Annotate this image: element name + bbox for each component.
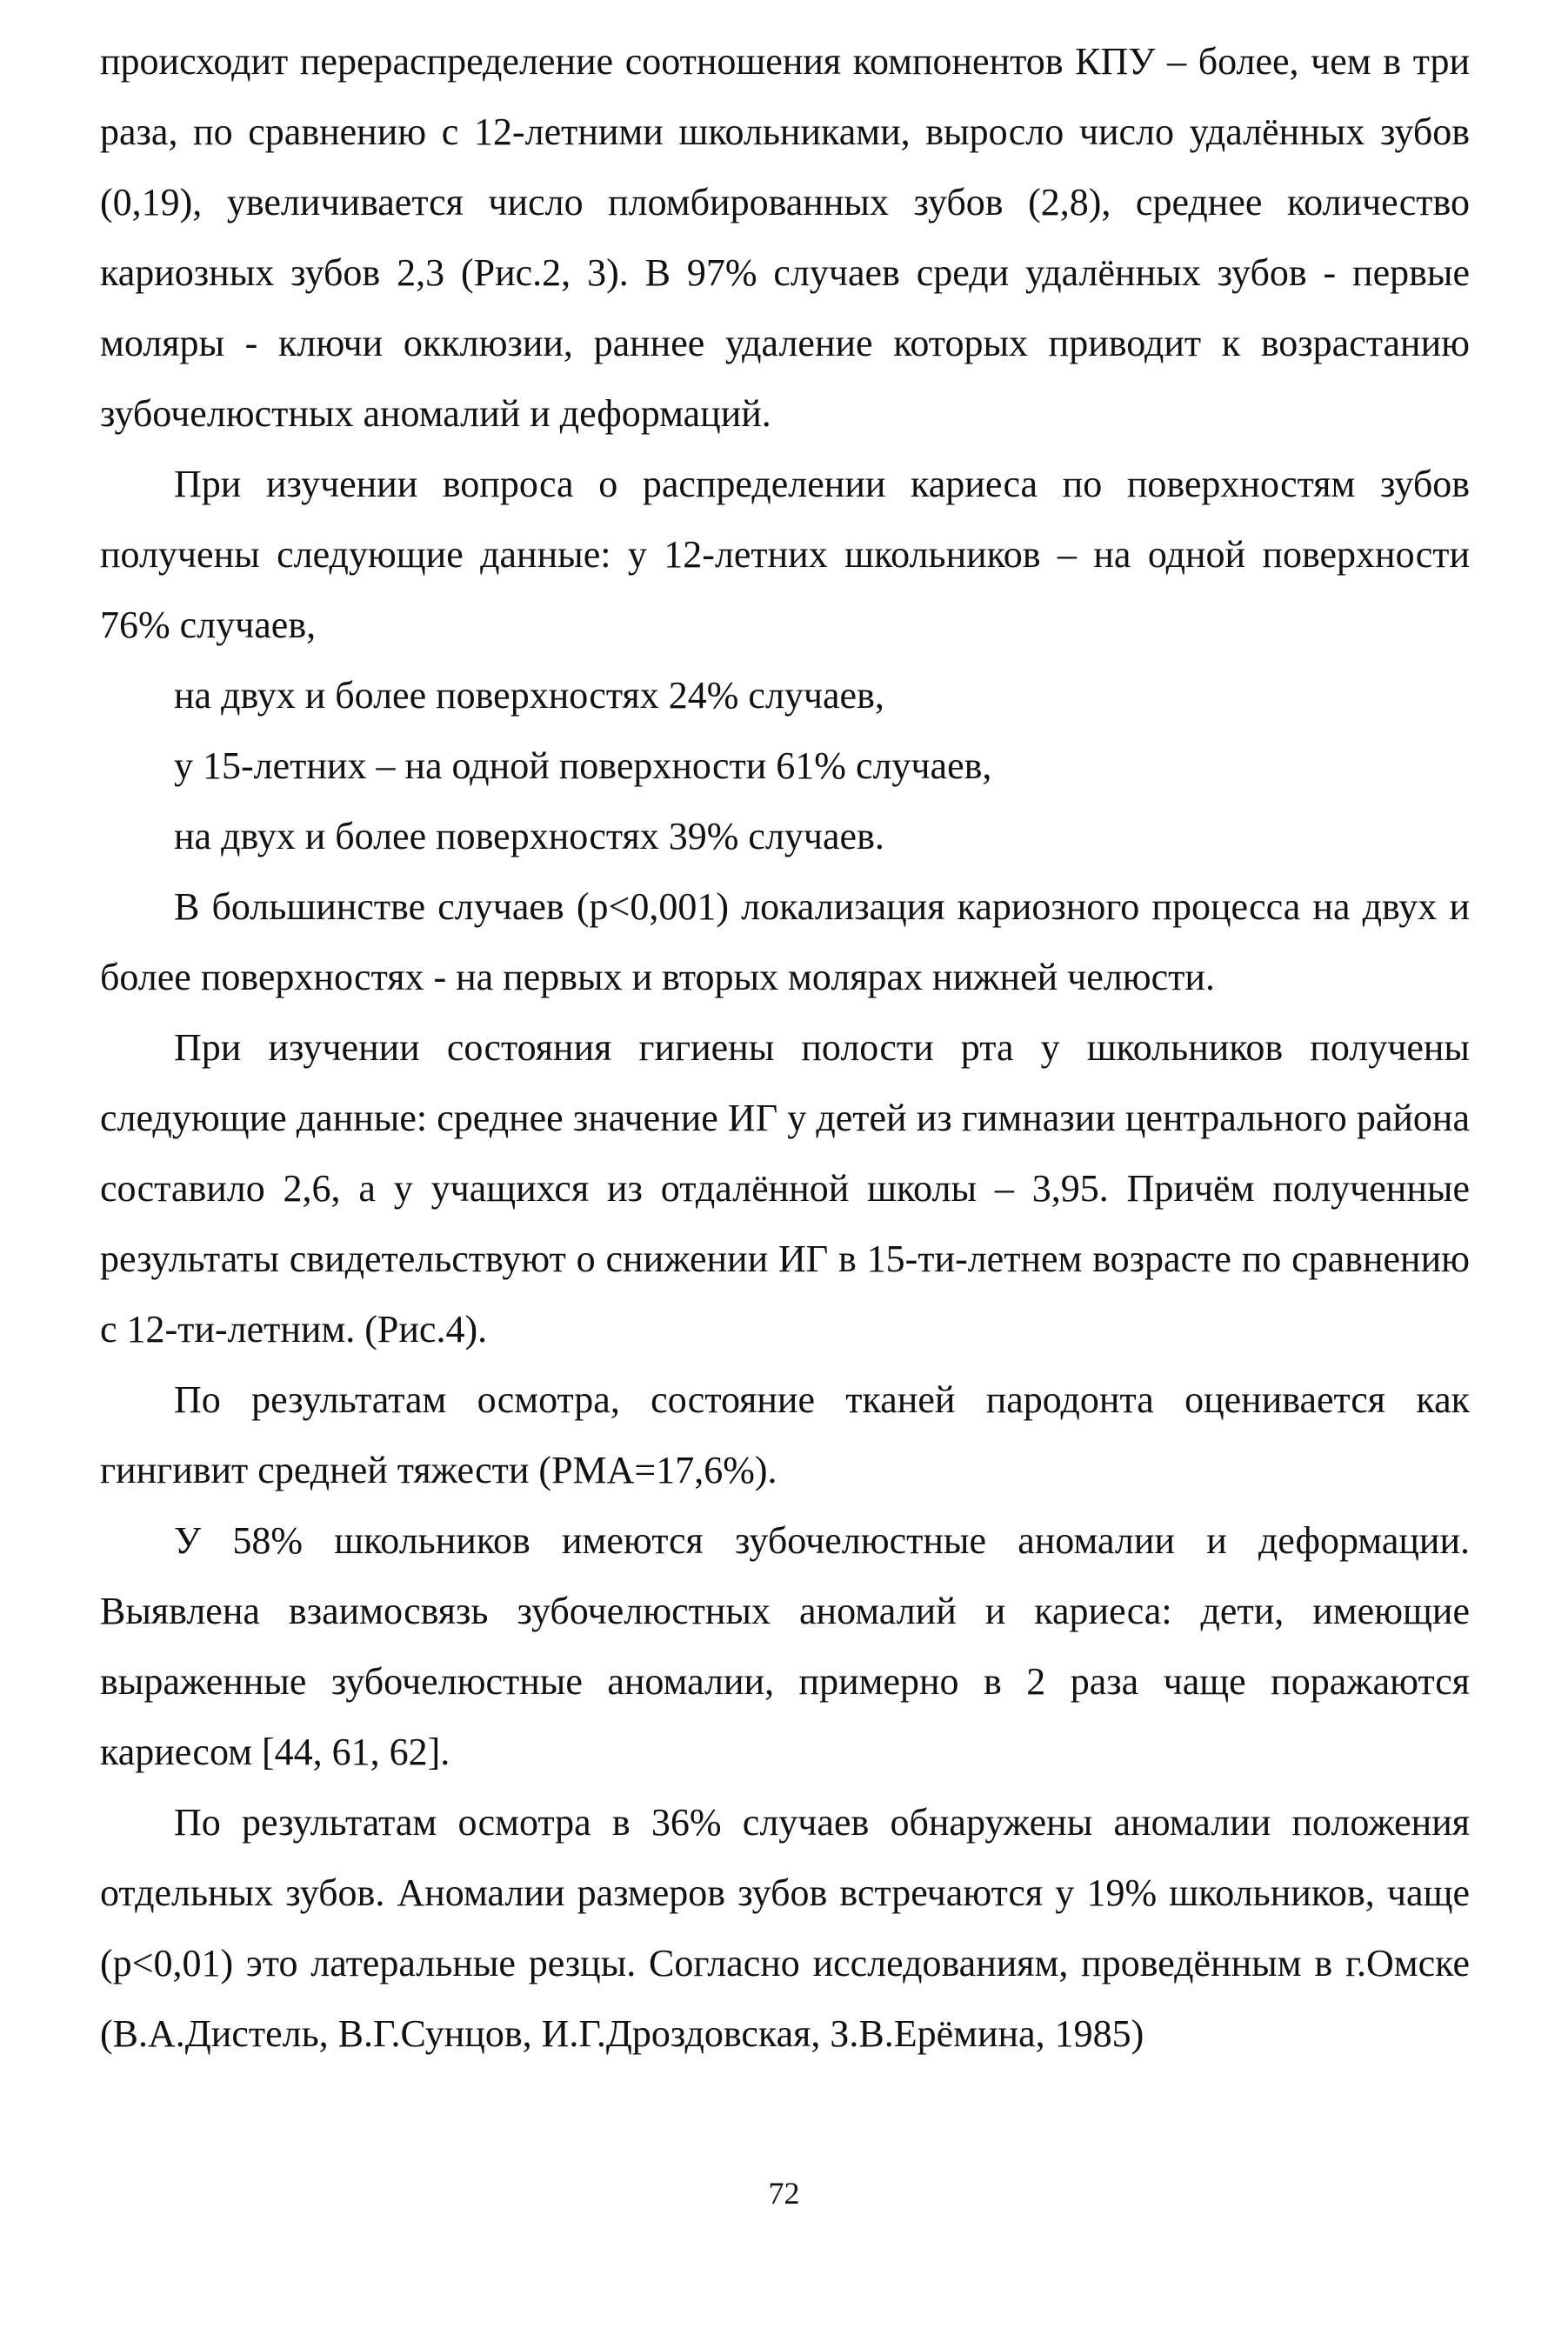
document-page	[100, 26, 1470, 2252]
caries-15-two-surfaces: на двух и более поверхностях 39% случаев.	[174, 815, 884, 857]
paragraph-periodontal: По результатам осмотра, состояние тканей пародонта оценивается как гингивит средней тяжести (РМА=17,6%).	[100, 1378, 1470, 1491]
caries-12-two-surfaces: на двух и более поверхностях 24% случаев,	[174, 674, 884, 717]
paragraph-tooth-position: По результатам осмотра в 36% случаев обнаружены аномалии положения отдельных зубов. Аномалии размеров зубов встречаются у 19% школьников, чаще (p<0,01) это латеральные резцы. Согласно исследованиям, проведённым в г.Омске (В.А.Дистель, В.Г.Сунцов, И.Г.Дроздовская, З.В.Ерёмина, 1985)	[100, 1801, 1470, 2055]
paragraph-caries-surfaces: При изучении вопроса о распределении кариеса по поверхностям зубов получены следующие данные: у 12-летних школьников – на одной поверхности 76% случаев,	[100, 463, 1470, 646]
caries-15-one-surface: у 15-летних – на одной поверхности 61% случаев,	[174, 744, 992, 787]
paragraph-localization: В большинстве случаев (p<0,001) локализация кариозного процесса на двух и более поверхностях - на первых и вторых молярах нижней челюсти.	[100, 885, 1470, 998]
paragraph-anomalies: У 58% школьников имеются зубочелюстные аномалии и деформации. Выявлена взаимосвязь зубочелюстных аномалий и кариеса: дети, имеющие выраженные зубочелюстные аномалии, примерно в 2 раза чаще поражаются кариесом [44, 61, 62].	[100, 1519, 1470, 1773]
page-number: 72	[768, 2176, 800, 2211]
paragraph-kpu-components: происходит перераспределение соотношения компонентов КПУ – более, чем в три раза, по сравнению с 12-летними школьниками, выросло число удалённых зубов (0,19), увеличивается число пломбированных зубов (2,8), среднее количество кариозных зубов 2,3 (Рис.2, 3). В 97% случаев среди удалённых зубов - первые моляры - ключи окклюзии, раннее удаление которых приводит к возрастанию зубочелюстных аномалий и деформаций.	[100, 40, 1470, 435]
paragraph-hygiene: При изучении состояния гигиены полости рта у школьников получены следующие данные: среднее значение ИГ у детей из гимназии центрального района составило 2,6, а у учащихся из отдалённой школы – 3,95. Причём полученные результаты свидетельствуют о снижении ИГ в 15-ти-летнем возрасте по сравнению с 12-ти-летним. (Рис.4).	[100, 1026, 1470, 1351]
